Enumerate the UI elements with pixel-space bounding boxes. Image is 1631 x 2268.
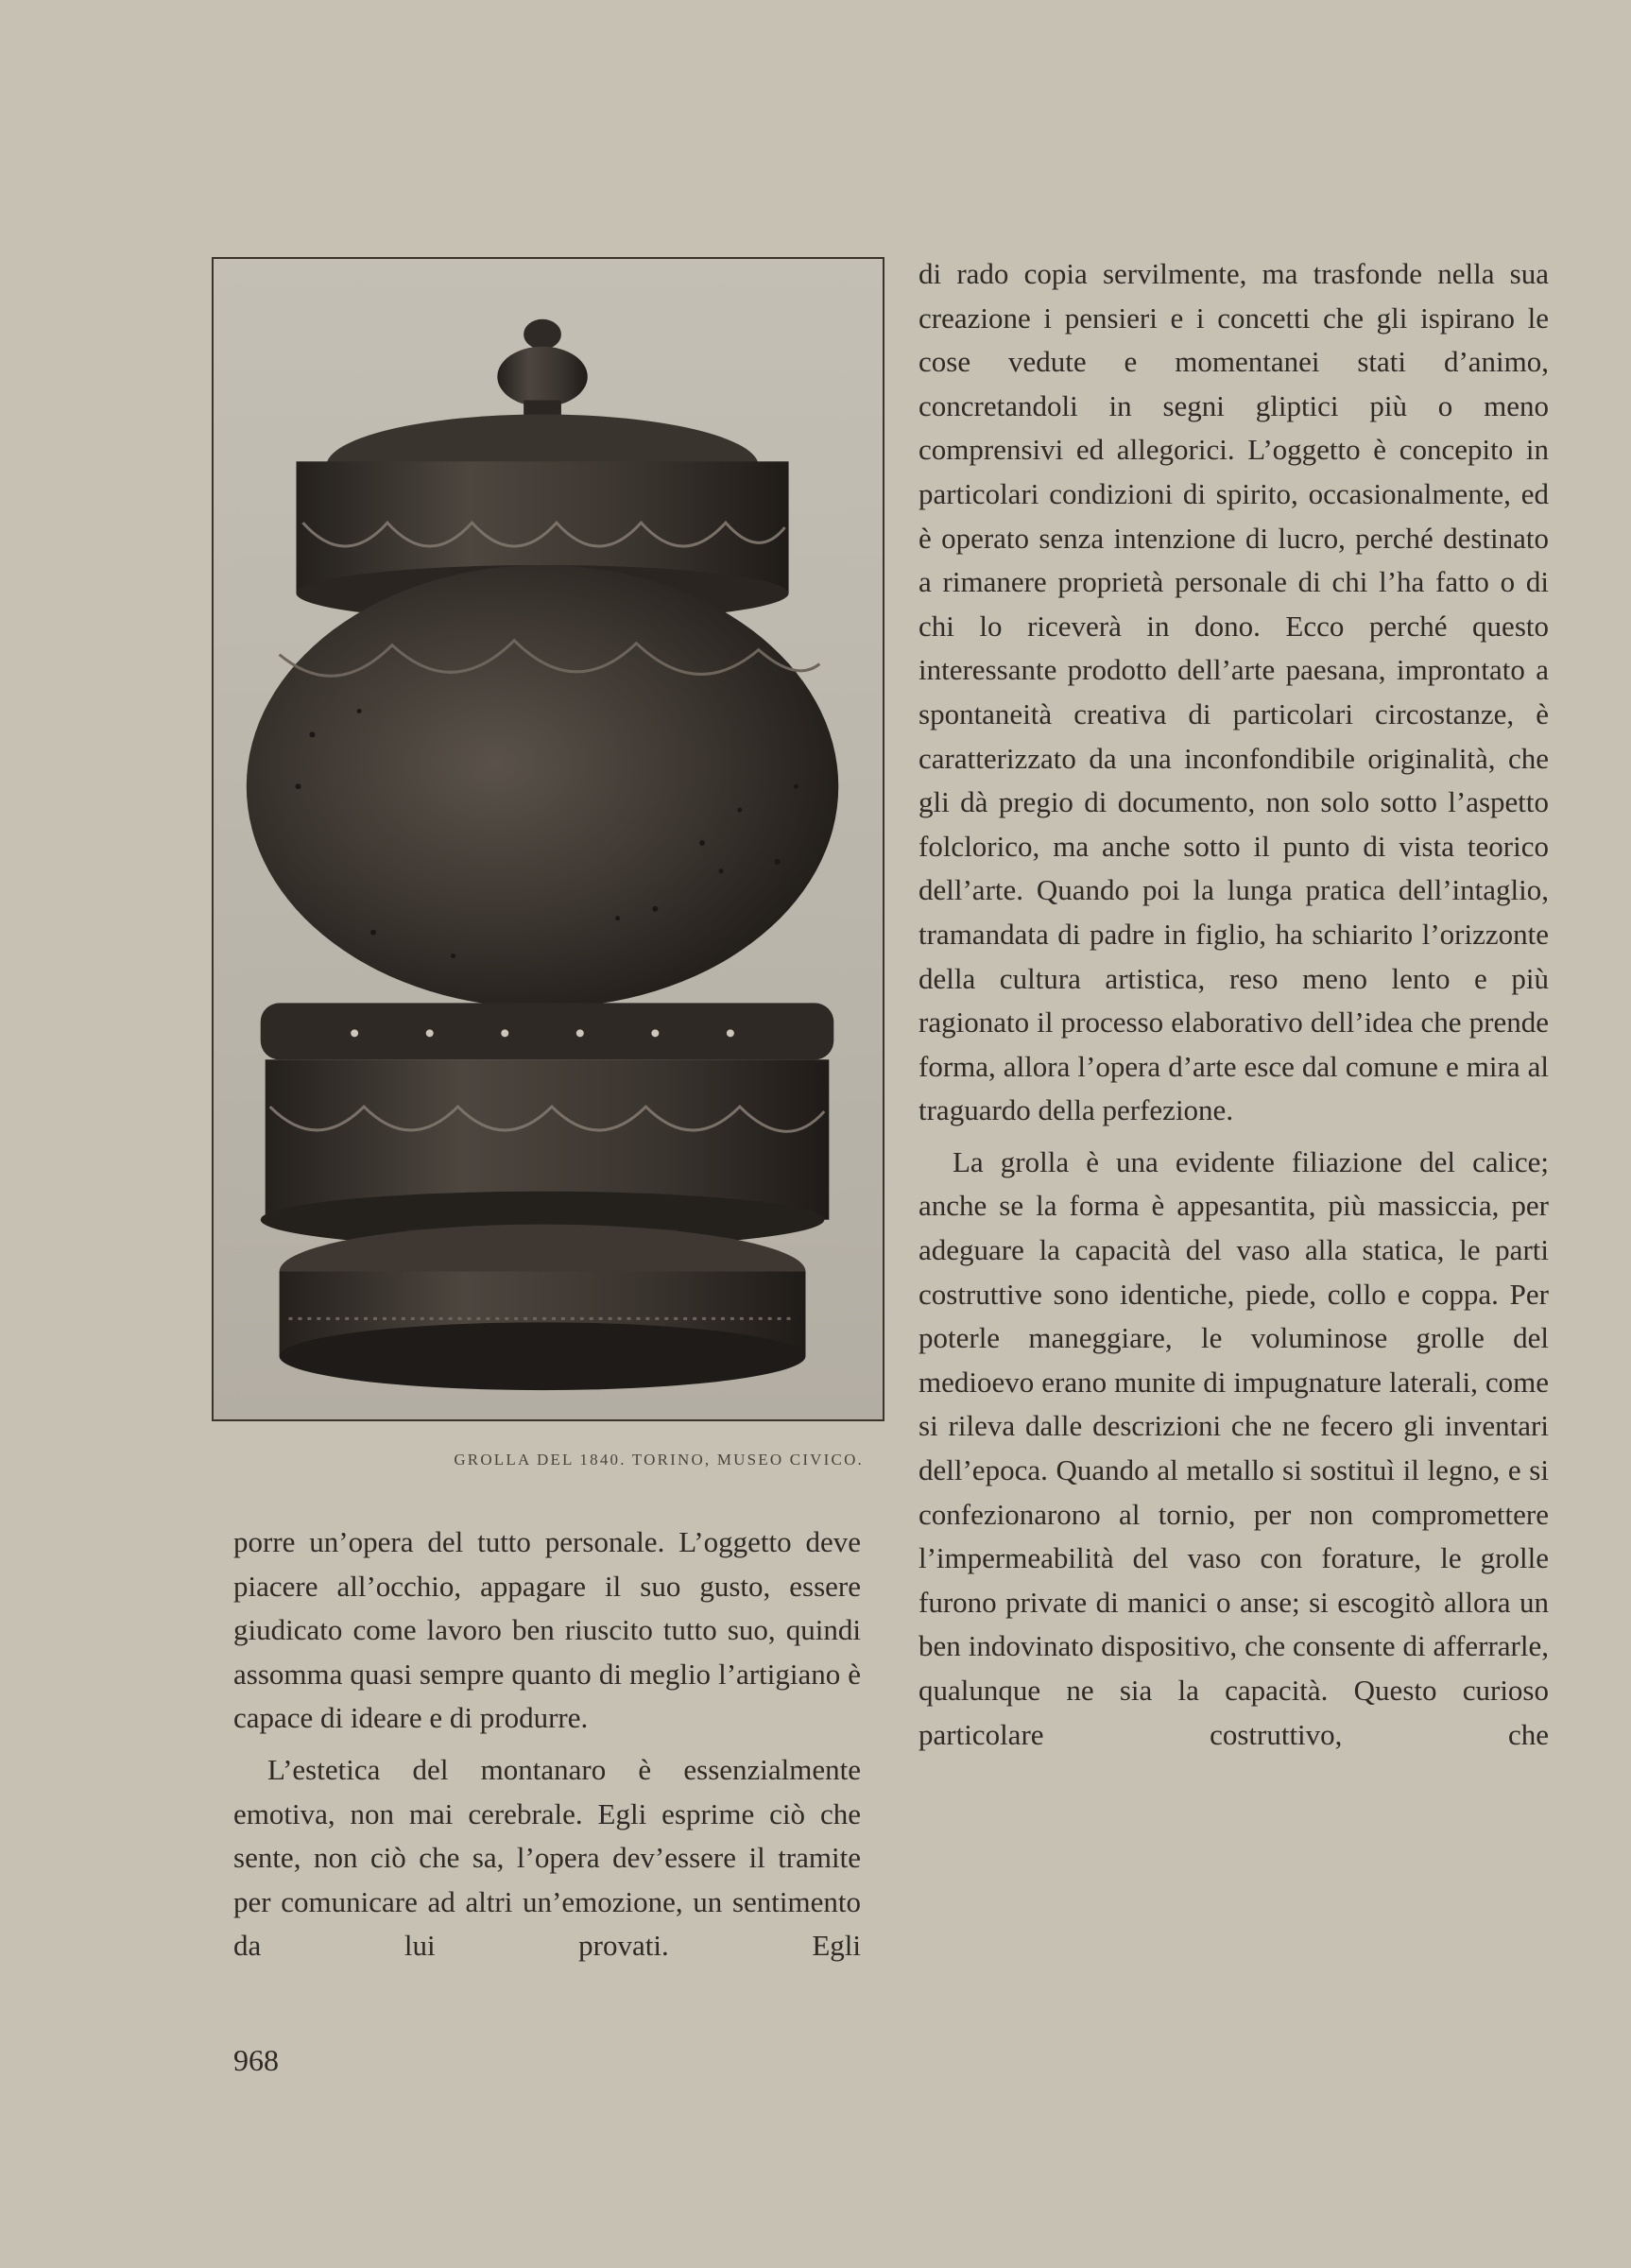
right-paragraph-1: di rado copia servilmente, ma trasfonde nella sua creazione i pensieri e i concetti che gli ispirano le cose vedute e momentanei stati d’animo, concretandoli in segni gliptici più o meno comprensivi ed allegorici. L’oggetto è concepito in particolari condizioni di spirito, occasionalmente, ed è operato senza intenzione di lucro, perché destinato a rimanere proprietà personale di chi l’ha fatto o di chi lo riceverà in dono. Ecco perché questo interessante prodotto dell’arte paesana, improntato a spontaneità creativa di particolari circostanze, è caratterizzato da una inconfondibile originalità, che gli dà pregio di documento, non solo sotto l’aspetto folclorico, ma anche sotto il punto di vista teorico dell’arte. Quando poi la lunga pratica dell’intaglio, tramandata di padre in figlio, ha schiarito l’orizzonte della cultura artistica, reso meno lento e più ragionato il processo elaborativo dell’idea che prende forma, allora l’opera d’arte esce dal comune e mira al traguardo della perfezione. [919, 257, 1549, 1127]
page-number: 968 [233, 2043, 279, 2077]
left-paragraph-2: L’estetica del montanaro è essenzialmente emotiva, non mai cerebrale. Egli esprime ciò che sente, non ciò che sa, l’opera dev’essere il tramite per comunicare ad altri un’emozione, un sentimento da lui provati. Egli [233, 1752, 861, 1963]
left-column-text [233, 1521, 861, 1968]
figure-caption: GROLLA DEL 1840. TORINO, MUSEO CIVICO. [454, 1451, 864, 1469]
grolla-illustration [214, 259, 883, 1419]
right-column-text [919, 252, 1549, 1757]
right-paragraph-2: La grolla è una evidente filiazione del calice; anche se la forma è appesantita, più massiccia, per adeguare la capacità del vaso alla statica, le parti costruttive sono identiche, piede, collo e coppa. Per poterle maneggiare, le voluminose grolle del medioevo erano munite di impugnature laterali, come si rileva dalle descrizioni che ne fecero gli inventari dell’epoca. Quando al metallo si sostituì il legno, e si confezionarono al tornio, per non compromettere l’impermeabilità del vaso con forature, le grolle furono private di manici o anse; si escogitò allora un ben indovinato dispositivo, che consente di afferrarle, qualunque ne sia la capacità. Questo curioso particolare costruttivo, che [919, 1144, 1549, 1751]
figure-photo [212, 257, 884, 1421]
left-paragraph-1: porre un’opera del tutto personale. L’oggetto deve piacere all’occhio, appagare il suo gusto, essere giudicato come lavoro ben riuscito tutto suo, quindi assomma quasi sempre quanto di meglio l’artigiano è capace di ideare e di produrre. [233, 1525, 861, 1735]
